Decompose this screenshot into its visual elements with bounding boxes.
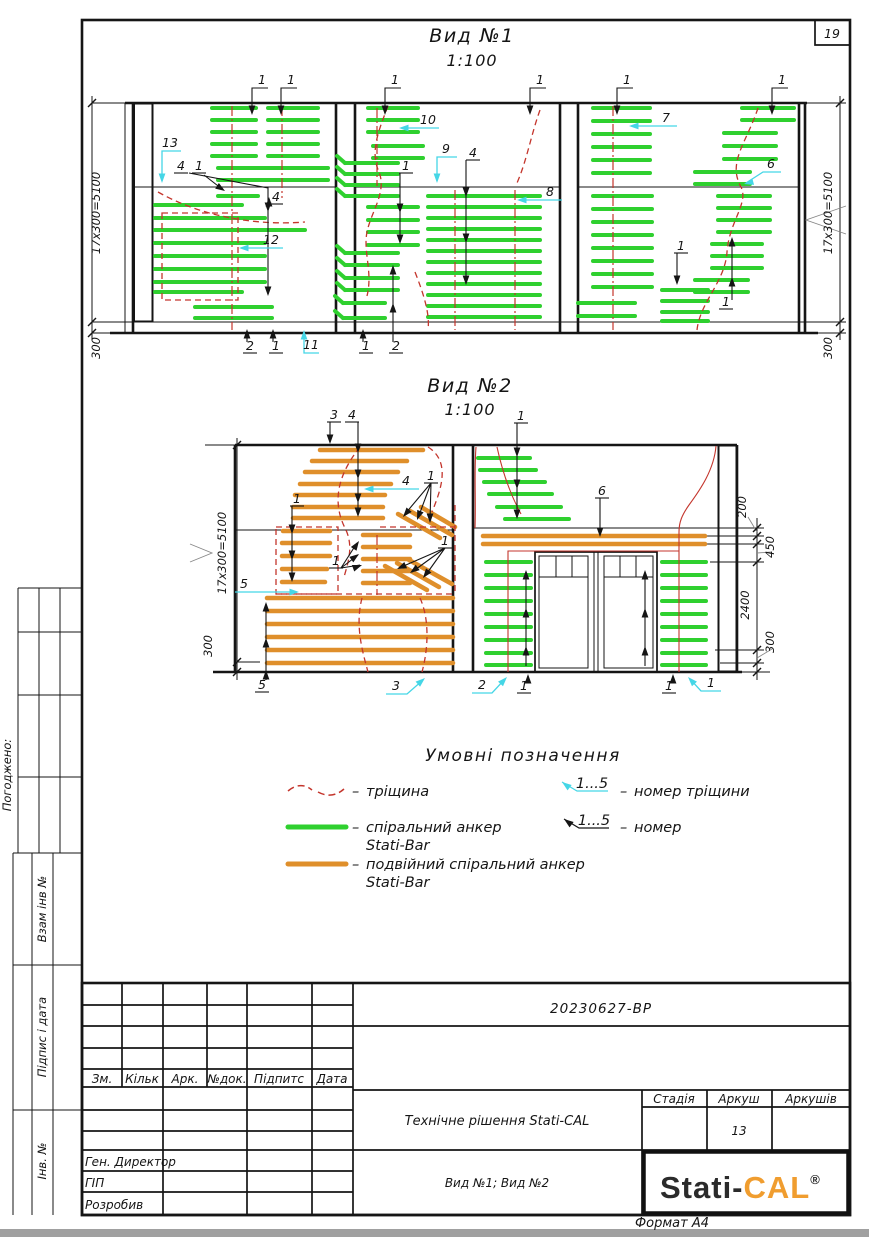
col-zm: Зм. [91,1072,113,1086]
wall-hatch [135,104,153,321]
view2-dim-200: 200 [735,496,749,518]
leader-number: 2 [392,338,400,353]
door [535,552,657,672]
leader-number: 1 [402,158,410,173]
leader-number: 7 [662,110,670,125]
leader-number: 4 [469,145,477,160]
leader-line [189,173,268,294]
view1-title: Вид №1 [429,25,515,47]
col-doc: №док. [207,1072,247,1086]
leader-number: 5 [240,576,248,591]
sidebar-vzam: Взам інв № [35,875,49,943]
leader-arrow-icon [642,646,649,656]
leader-arrow-icon [769,106,776,116]
door-mullions [539,552,653,672]
anchor-hook [337,167,345,174]
crack-symbol [288,786,344,796]
col-sign: Підпитс [254,1072,304,1086]
leader-number: 1 [536,72,544,87]
legend-dash: – [352,857,360,873]
leader-number: 4 [402,473,410,488]
legend-dash: – [620,784,628,800]
leader-arrow-icon [514,480,521,490]
sidebar-grid-top [18,588,82,853]
leader-arrow-icon [614,106,621,116]
doc-number: 20230627-ВР [550,1001,652,1017]
leader-number: 2 [478,677,486,692]
leader-arrow-icon [364,486,374,493]
door-frame [535,552,657,672]
crack-line [517,110,540,183]
double-spiral-anchor-diagonal [421,507,455,527]
leader-arrow-icon [729,237,736,247]
leader-number: 4 [177,158,185,173]
leader-arrow-icon [249,106,256,116]
leader-arrow-icon [265,287,272,297]
col-date: Дата [316,1072,348,1086]
role-director: Ген. Директор [85,1155,176,1169]
view2-dim-height: 17x300=5100 [215,511,229,595]
legend [288,746,750,891]
view2-dim-lines [237,438,764,680]
leader-number: 8 [546,184,554,199]
leader-number: 1 [293,491,301,506]
view2-dim-300-left: 300 [201,635,215,657]
crack-line [475,447,476,528]
leader-number: 4 [272,189,280,204]
leader-number: 2 [246,338,254,353]
stage-label: Стадія [653,1092,695,1106]
logo-part2: CAL [743,1170,811,1205]
legend-label-anchor-2: Stati-Bar [366,838,430,854]
anchor-hook [337,246,345,253]
view2-dim-300-right: 300 [763,631,777,653]
legend-label-number: номер [634,820,682,836]
leader-arrow-icon [263,638,270,648]
legend-label-crack-number: номер тріщини [634,784,750,800]
col-ark: Арк. [171,1072,199,1086]
sidebar-agreed: Погоджено: [0,738,14,812]
legend-title: Умовні позначення [425,746,621,766]
leader-number: 1 [520,678,528,693]
legend-label-anchor: спіральний анкер [366,820,502,836]
anchor-hook [337,283,345,290]
leader-number: 13 [162,135,178,150]
sidebar-inv: Інв. № [35,1142,49,1180]
leader-number: 6 [598,483,606,498]
page-edge-bar [0,1229,869,1237]
leader-number: 1 [272,338,280,353]
crack-line [679,446,716,532]
view1-scale: 1:100 [446,51,498,70]
view2-title: Вид №2 [427,375,513,397]
leader-arrow-icon [642,608,649,618]
leader-arrow-icon [355,494,362,504]
view2-dim-450: 450 [763,536,777,558]
title-block [82,983,850,1215]
view1-dim-300-right: 300 [821,337,835,359]
anchor-hook [337,271,345,278]
leader-arrow-icon [434,174,441,184]
format-label: Формат А4 [634,1216,710,1231]
frame-sidebar [0,588,82,1215]
leader-number: 1 [722,294,730,309]
leader-number: 1 [623,72,631,87]
leader-arrow-icon [327,435,334,445]
leader-number: 9 [442,141,450,156]
wall-hatch [719,446,736,671]
col-kilk: Кільк [125,1072,159,1086]
leader-number: 11 [303,337,319,352]
anchor-hook [337,178,345,185]
doc-title: Технічне рішення Stati-CAL [404,1114,590,1129]
leader-arrow-icon [514,448,521,458]
legend-dash: – [352,784,360,800]
anchor-hook [337,258,345,265]
legend-range-cyan: 1...5 [575,776,609,792]
elevation-marker [190,544,212,562]
leader-arrow-icon [629,123,639,130]
leader-arrow-icon [355,508,362,518]
leader-number: 5 [258,677,266,692]
anchor-hook [337,189,345,196]
sheet-label: Аркуш [718,1092,760,1106]
leader-arrow-icon [278,106,285,116]
leader-number: 6 [767,156,775,171]
leader-number: 1 [391,72,399,87]
view2-scale: 1:100 [444,400,496,419]
crack-line [415,272,428,330]
leader-arrow-icon [382,106,389,116]
title-block-grid-left [82,983,353,1215]
leader-number: 1 [707,675,715,690]
leader-number: 10 [420,112,436,127]
leader-arrow-icon [263,602,270,612]
leader-number: 1 [258,72,266,87]
view1-dim-300-left: 300 [89,337,103,359]
number-arrow-icon [562,816,574,827]
leader-arrow-icon [523,646,530,656]
stati-cal-logo [660,1170,821,1205]
role-developer: Розробив [85,1198,144,1212]
leader-number: 4 [348,407,356,422]
anchor-hook [337,156,345,163]
crack-number-arrow-icon [560,779,572,790]
legend-range-black: 1...5 [577,813,611,829]
leader-line [530,88,546,113]
leader-number: 1 [517,408,525,423]
legend-label-crack: тріщина [366,784,430,800]
leader-arrow-icon [390,303,397,313]
legend-dash: – [352,820,360,836]
leader-number: 1 [427,468,435,483]
leader-arrow-icon [397,235,404,245]
leader-number: 1 [665,678,673,693]
sheet-value: 13 [731,1124,747,1138]
sheets-label: Аркушів [785,1092,837,1106]
sheet-number: 19 [824,26,840,41]
crack-leader-line [437,157,457,181]
legend-label-double-anchor-2: Stati-Bar [366,875,430,891]
view2-dim-2400: 2400 [738,590,752,620]
role-gip: ГІП [85,1176,105,1190]
leader-number: 1 [287,72,295,87]
leader-number: 1 [362,338,370,353]
sidebar-sign-date: Підпис і дата [35,996,49,1078]
leader-number: 1 [441,533,449,548]
legend-dash: – [620,820,628,836]
leader-arrow-icon [239,245,249,252]
doc-subtitle: Вид №1; Вид №2 [444,1176,550,1190]
leader-number: 1 [195,158,203,173]
leader-number: 1 [778,72,786,87]
leader-arrow-icon [642,570,649,580]
door-leaf-left [539,556,588,668]
logo-reg: ® [810,1172,821,1187]
leader-number: 1 [332,553,340,568]
sheet-frame [0,20,869,1237]
leader-number: 3 [392,678,400,693]
leader-number: 3 [330,407,338,422]
view1-dim-height-left: 17x300=5100 [89,171,103,255]
leader-number: 12 [263,232,279,247]
view1-dim-height-right: 17x300=5100 [821,171,835,255]
leader-arrow-icon [527,106,534,116]
logo-part1: Stati- [660,1170,744,1205]
legend-label-double-anchor: подвійний спіральний анкер [366,857,585,873]
leader-arrow-icon [159,174,166,184]
leader-number: 1 [677,238,685,253]
leader-arrow-icon [674,276,681,286]
